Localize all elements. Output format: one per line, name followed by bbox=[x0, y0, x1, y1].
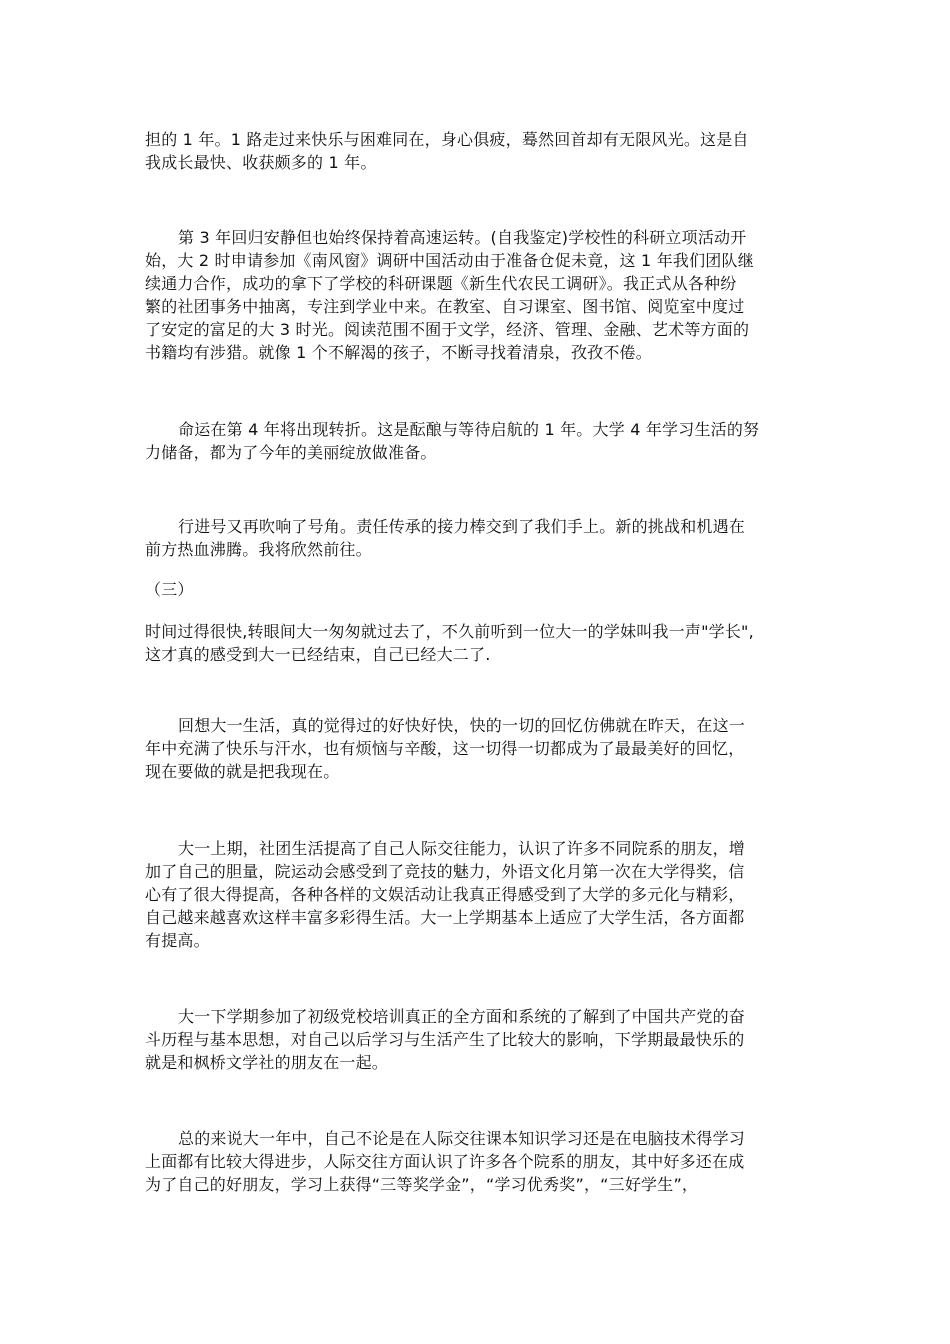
paragraph-3 bbox=[145, 418, 805, 464]
text-line: 就是和枫桥文学社的朋友在一起。 bbox=[145, 1053, 389, 1072]
text-line: 有提高。 bbox=[145, 931, 210, 950]
text-line: 担的 1 年。1 路走过来快乐与困难同在，身心俱疲，蓦然回首却有无限风光。这是自 bbox=[145, 130, 749, 149]
paragraph-8 bbox=[145, 837, 805, 952]
text-line: 大一上期，社团生活提高了自己人际交往能力，认识了许多不同院系的朋友，增 bbox=[178, 839, 746, 858]
text-line: 时间过得很快,转眼间大一匆匆就过去了，不久前听到一位大一的学妹叫我一声"学长", bbox=[145, 622, 754, 641]
paragraph-9 bbox=[145, 1005, 805, 1074]
text-line: 为了自己的好朋友，学习上获得“三等奖学金”，“学习优秀奖”，“三好学生”， bbox=[145, 1175, 699, 1194]
text-line: 这才真的感受到大一已经结束，自己已经大二了. bbox=[145, 645, 491, 664]
text-line: 心有了很大得提高，各种各样的文娱活动让我真正得感受到了大学的多元化与精彩， bbox=[145, 885, 745, 904]
text-line: 命运在第 4 年将出现转折。这是酝酿与等待启航的 1 年。大学 4 年学习生活的努 bbox=[178, 420, 760, 439]
text-line: 续通力合作，成功的拿下了学校的科研课题《新生代农民工调研》。我正式从各种纷 bbox=[145, 274, 737, 293]
text-line: 我成长最快、收获颇多的 1 年。 bbox=[145, 153, 377, 172]
text-line: 回想大一生活，真的觉得过的好快好快，快的一切的回忆仿佛就在昨天，在这一 bbox=[178, 716, 746, 735]
text-line: 始，大 2 时申请参加《南风窗》调研中国活动由于准备仓促未竟，这 1 年我们团队继 bbox=[145, 251, 754, 270]
text-line: 现在要做的就是把我现在。 bbox=[145, 762, 340, 781]
paragraph-1 bbox=[145, 128, 805, 174]
text-line: 年中充满了快乐与汗水，也有烦恼与辛酸，这一切得一切都成为了最最美好的回忆， bbox=[145, 739, 745, 758]
text-line: 第 3 年回归安静但也始终保持着高速运转。(自我鉴定)学校性的科研立项活动开 bbox=[178, 228, 747, 247]
paragraph-2 bbox=[145, 226, 805, 364]
paragraph-6 bbox=[145, 620, 805, 666]
text-line: 繁的社团事务中抽离，专注到学业中来。在教室、自习课室、图书馆、阅览室中度过 bbox=[145, 297, 745, 316]
text-line: 上面都有比较大得进步，人际交往方面认识了许多各个院系的朋友，其中好多还在成 bbox=[145, 1152, 745, 1171]
text-line: 加了自己的胆量，院运动会感受到了竞技的魅力，外语文化月第一次在大学得奖，信 bbox=[145, 862, 745, 881]
text-line: 斗历程与基本思想，对自己以后学习与生活产生了比较大的影响，下学期最最快乐的 bbox=[145, 1030, 745, 1049]
text-line: 了安定的富足的大 3 时光。阅读范围不囿于文学，经济、管理、金融、艺术等方面的 bbox=[145, 320, 750, 339]
text-line: 总的来说大一年中，自己不论是在人际交往课本知识学习还是在电脑技术得学习 bbox=[178, 1129, 746, 1148]
text-line: 书籍均有涉猎。就像 1 个不解渴的孩子，不断寻找着清泉，孜孜不倦。 bbox=[145, 343, 652, 362]
text-line: 大一下学期参加了初级党校培训真正的全方面和系统的了解到了中国共产党的奋 bbox=[178, 1007, 746, 1026]
text-line: 行进号又再吹响了号角。责任传承的接力棒交到了我们手上。新的挑战和机遇在 bbox=[178, 517, 746, 536]
text-line: 自己越来越喜欢这样丰富多彩得生活。大一上学期基本上适应了大学生活，各方面都 bbox=[145, 908, 745, 927]
paragraph-10 bbox=[145, 1127, 805, 1196]
section-heading bbox=[145, 578, 805, 601]
paragraph-4 bbox=[145, 515, 805, 561]
paragraph-7 bbox=[145, 714, 805, 783]
text-line: （三） bbox=[145, 580, 194, 599]
text-line: 前方热血沸腾。我将欣然前往。 bbox=[145, 540, 372, 559]
text-line: 力储备，都为了今年的美丽绽放做准备。 bbox=[145, 443, 437, 462]
